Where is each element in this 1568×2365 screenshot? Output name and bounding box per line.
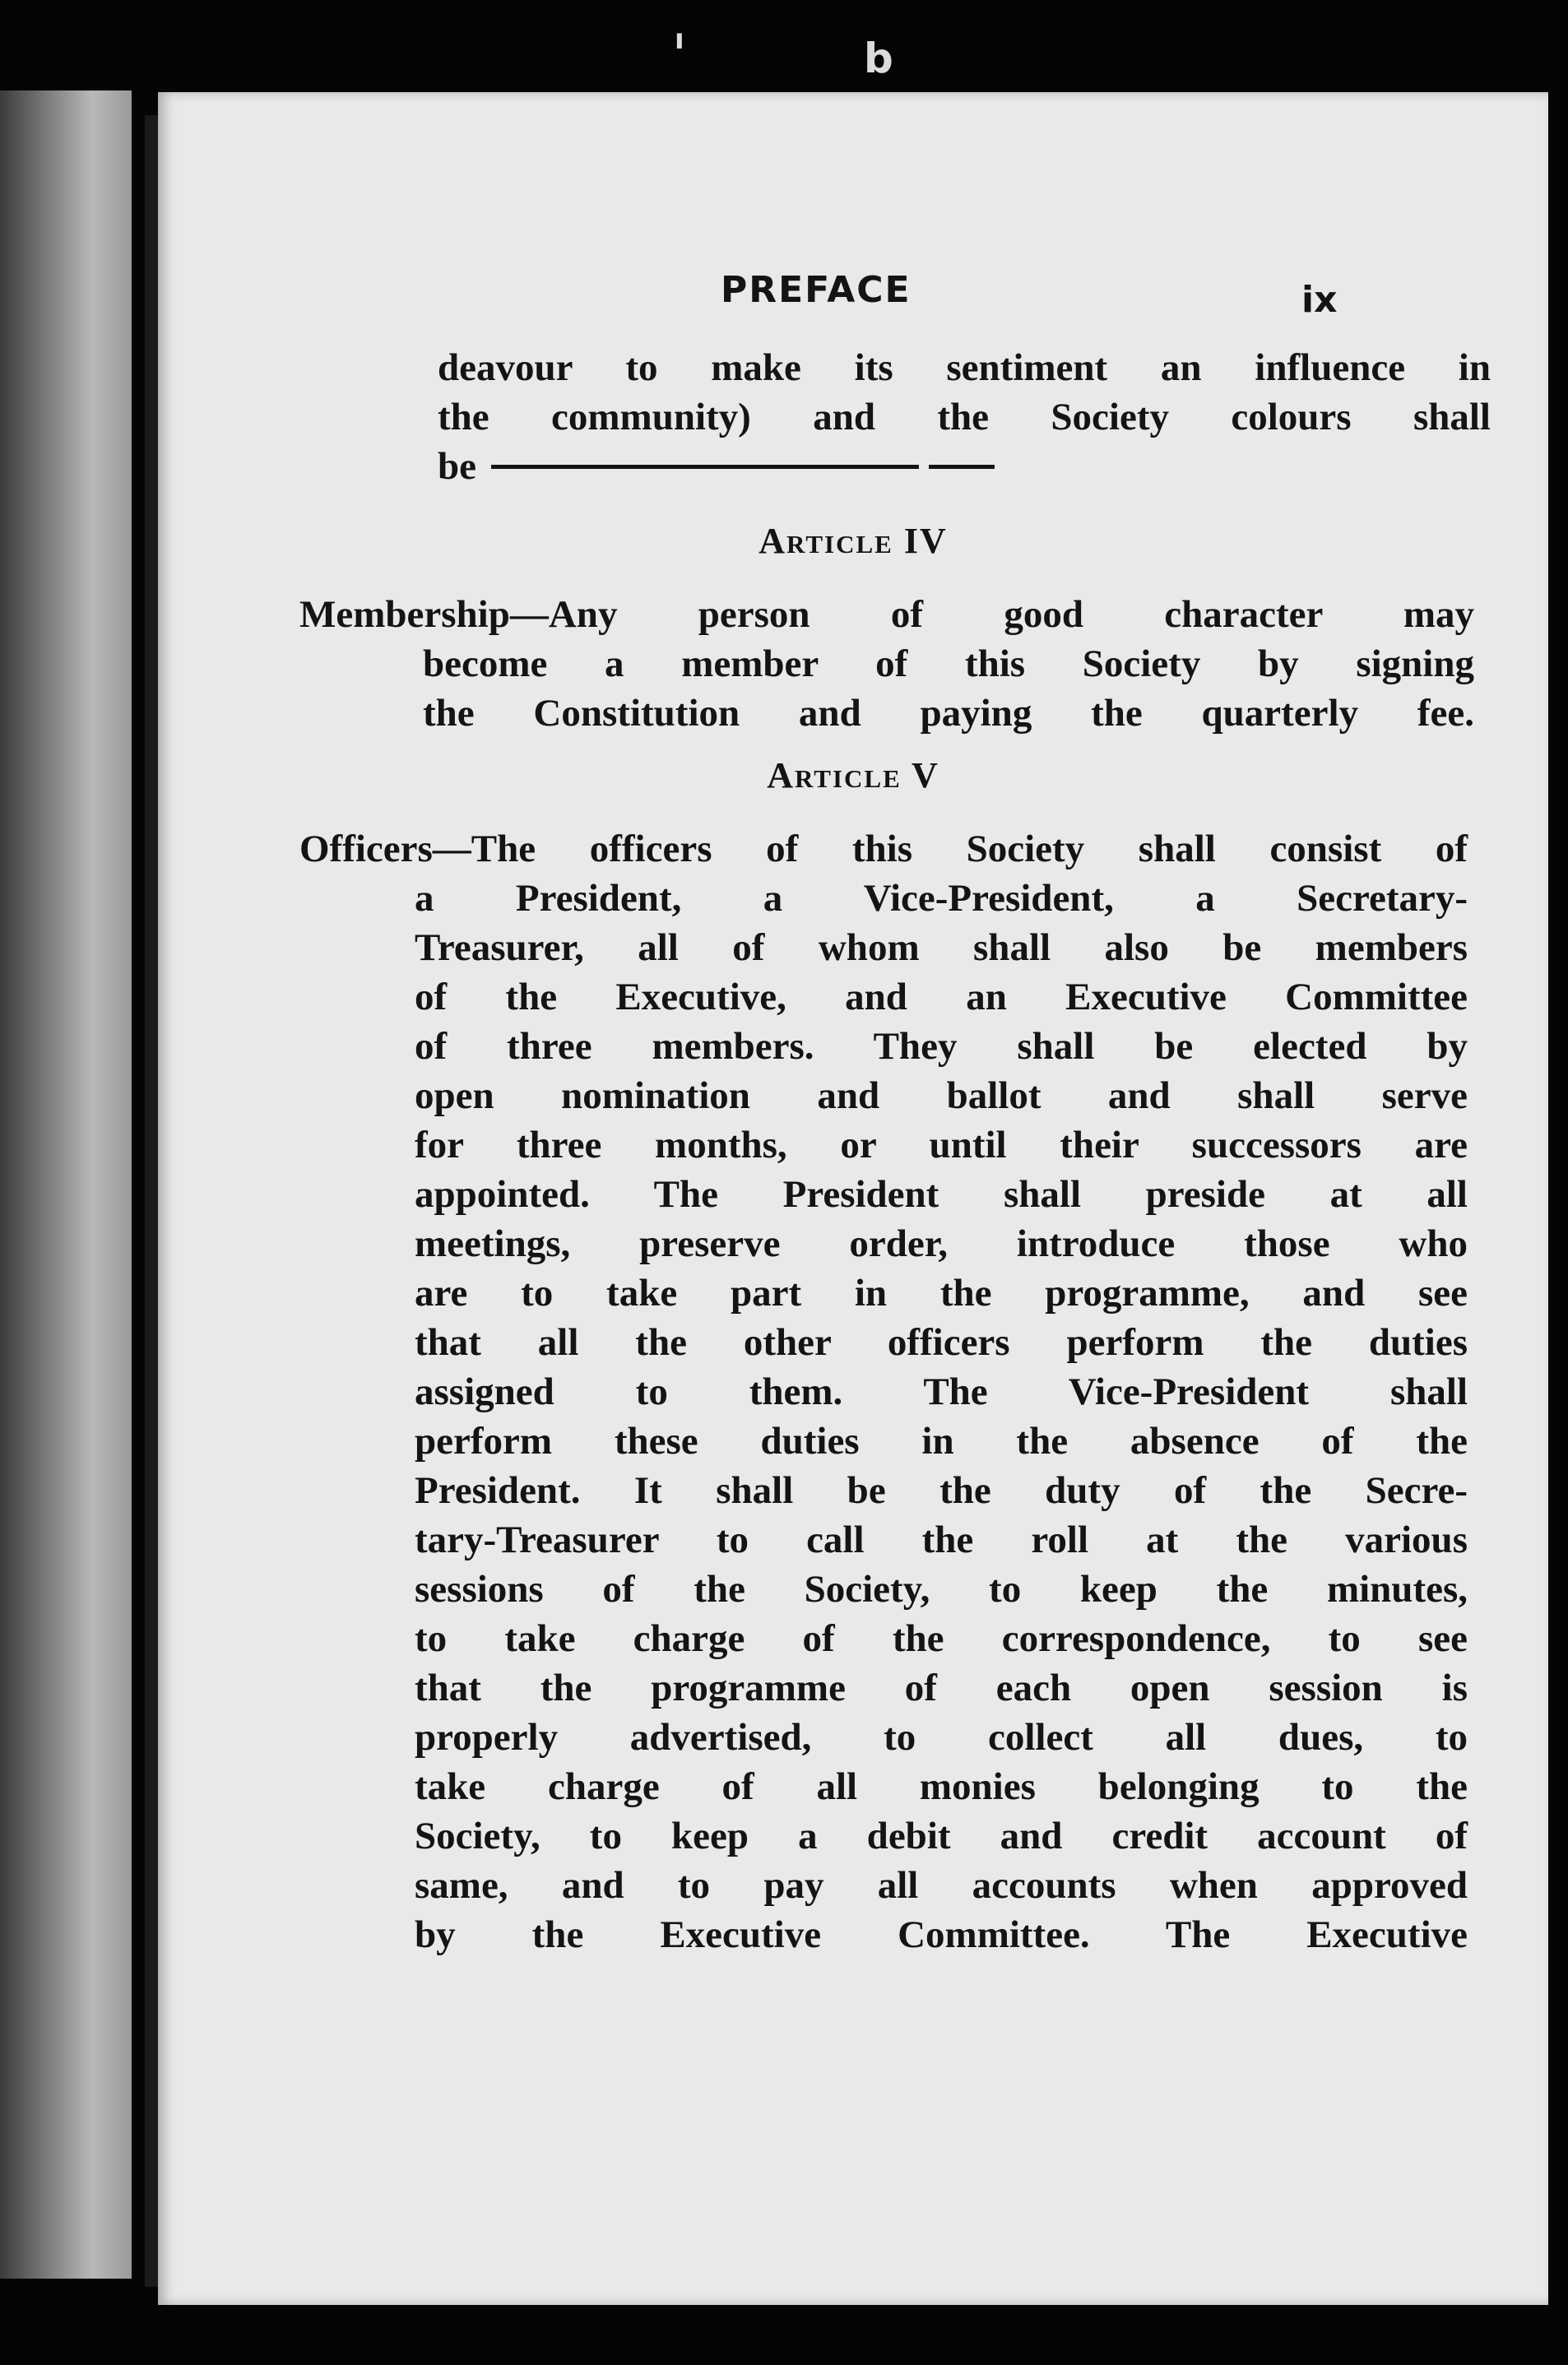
text-line: sessions of the Society, to keep the minutes, (415, 1568, 1468, 1611)
text-line: that all the other officers perform the duties (415, 1321, 1468, 1364)
text-line: become a member of this Society by signing (423, 642, 1474, 685)
blank-rule (929, 465, 995, 469)
text-line: of the Executive, and an Executive Committee (415, 976, 1468, 1018)
blank-rule (491, 465, 919, 469)
text-line: to take charge of the correspondence, to see (415, 1617, 1468, 1660)
text-line: are to take part in the programme, and see (415, 1272, 1468, 1315)
text-line: by the Executive Committee. The Executive (415, 1913, 1468, 1956)
text-line: appointed. The President shall preside at all (415, 1173, 1468, 1216)
article-heading: Article IV (758, 521, 948, 561)
text-line: the Constitution and paying the quarterly fee. (423, 692, 1474, 735)
book-page (158, 92, 1548, 2305)
running-head (158, 269, 1548, 321)
page-stack-edge (0, 90, 132, 2279)
text-line: a President, a Vice-President, a Secretary- (415, 877, 1468, 920)
text-line: President. It shall be the duty of the Secre- (415, 1469, 1468, 1512)
text-line: perform these duties in the absence of the (415, 1420, 1468, 1463)
text-line: assigned to them. The Vice-President shall (415, 1370, 1468, 1413)
text-line: for three months, or until their successors are (415, 1124, 1468, 1166)
text-line: meetings, preserve order, introduce those who (415, 1222, 1468, 1265)
text-line: the community) and the Society colours shall (438, 396, 1491, 438)
scan-mark: ı (675, 23, 684, 56)
text-fragment: be (438, 445, 476, 488)
text-line: same, and to pay all accounts when approved (415, 1864, 1468, 1907)
text-line: Officers—The officers of this Society shall consist of (299, 828, 1468, 870)
article-heading: Article V (767, 755, 939, 795)
text-line: deavour to make its sentiment an influence in (438, 346, 1491, 389)
text-line-with-blank (438, 442, 1491, 491)
page-number: ix (1301, 279, 1338, 321)
text-line: of three members. They shall be elected by (415, 1025, 1468, 1068)
text-line: Treasurer, all of whom shall also be members (415, 926, 1468, 969)
text-line: take charge of all monies belonging to the (415, 1765, 1468, 1808)
binding-gutter (145, 115, 158, 2287)
text-line: properly advertised, to collect all dues, to (415, 1716, 1468, 1759)
running-head-title: PREFACE (721, 269, 912, 311)
continuation-paragraph (438, 343, 1491, 491)
scan-mark: b (864, 35, 893, 82)
text-line: open nomination and ballot and shall serve (415, 1074, 1468, 1117)
article-paragraph (299, 824, 1468, 1959)
text-line: tary-Treasurer to call the roll at the various (415, 1519, 1468, 1561)
text-line: Society, to keep a debit and credit account of (415, 1815, 1468, 1857)
text-line: Membership—Any person of good character may (299, 593, 1474, 636)
article-paragraph (299, 590, 1474, 738)
text-line: that the programme of each open session is (415, 1667, 1468, 1709)
